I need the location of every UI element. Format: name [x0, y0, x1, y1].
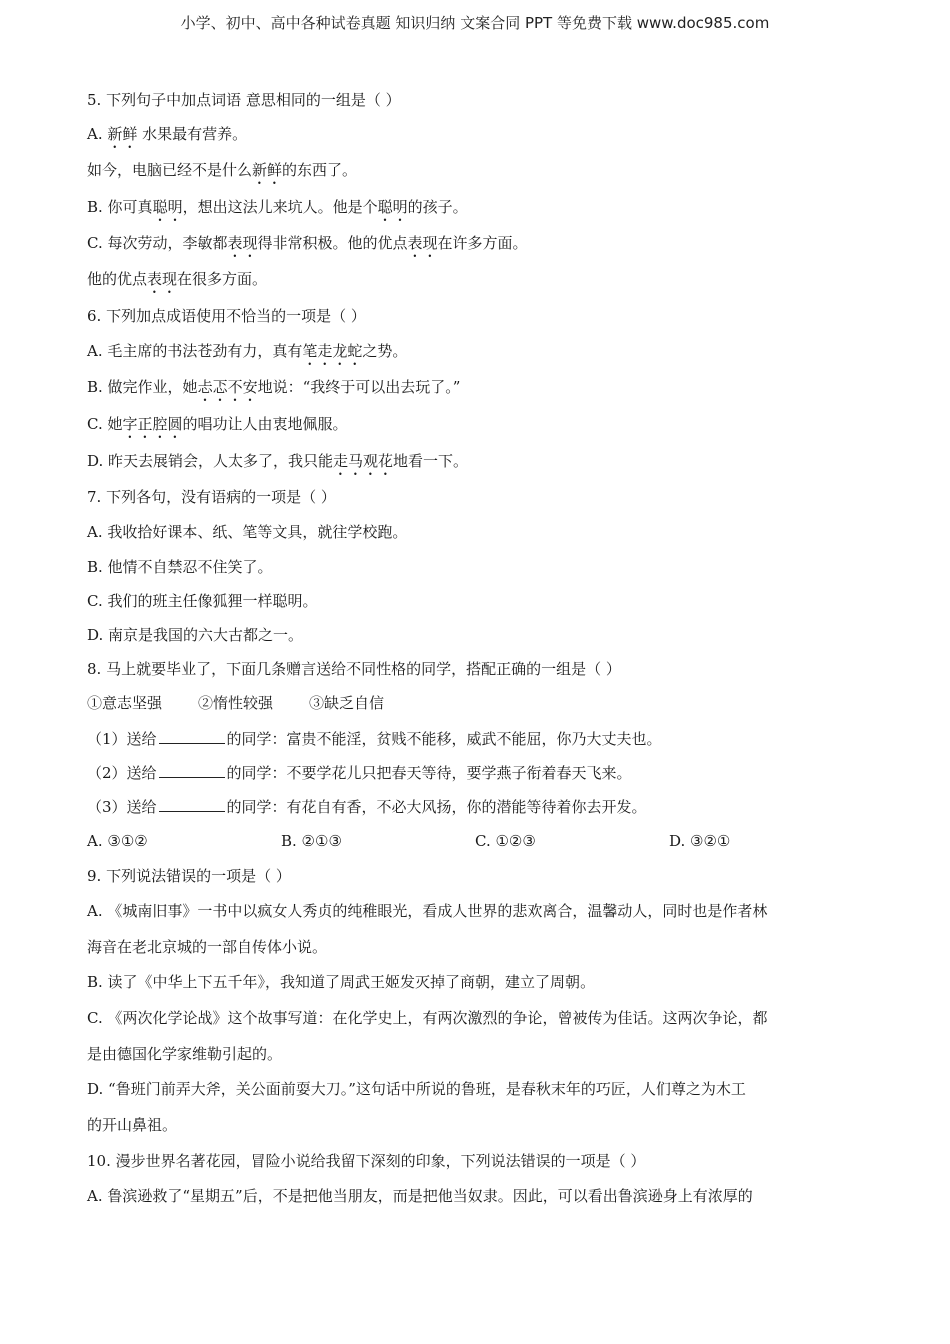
trait-2: ②惰性较强 — [198, 694, 274, 712]
q8-sentence-3: （3）送给 的同学：有花自有香，不必大风扬，你的潜能等待着你去开发。 — [87, 798, 647, 816]
q6-stem: 6. 下列加点成语使用不恰当的一项是（ ） — [87, 307, 366, 325]
emphasis-word: 表现 — [147, 270, 178, 288]
emphasis-word: 聪明 — [152, 198, 183, 216]
q7-option-b: B. 他情不自禁忍不住笑了。 — [87, 558, 273, 576]
emphasis-idiom: 笔走龙蛇 — [302, 342, 363, 360]
q5-option-c-line1: C. 每次劳动，李敏都表现得非常积极。他的优点表现在许多方面。 — [87, 234, 528, 252]
emphasis-idiom: 走马观花 — [333, 452, 394, 470]
q9-option-c-line1: C. 《两次化学论战》这个故事写道：在化学史上，有两次激烈的争论，曾被传为佳话。这两次争论，都 — [87, 1009, 768, 1027]
q9-option-d-line1: D. “鲁班门前弄大斧，关公面前耍大刀。”这句话中所说的鲁班，是春秋末年的巧匠，人们尊之为木工 — [87, 1080, 746, 1098]
q8-traits — [87, 693, 384, 713]
q8-option-b: B. ②①③ — [281, 832, 342, 850]
q9-option-d-line2: 的开山鼻祖。 — [87, 1116, 178, 1134]
answer-blank — [159, 797, 225, 812]
q7-option-d: D. 南京是我国的六大古都之一。 — [87, 626, 304, 644]
q10-stem: 10. 漫步世界名著花园，冒险小说给我留下深刻的印象，下列说法错误的一项是（ ） — [87, 1152, 646, 1170]
q7-stem: 7. 下列各句，没有语病的一项是（ ） — [87, 488, 336, 506]
q5-option-b: B. 你可真聪明，想出这法儿来坑人。他是个聪明的孩子。 — [87, 198, 468, 216]
q8-sentence-1: （1）送给 的同学：富贵不能淫，贫贱不能移，威武不能屈，你乃大丈夫也。 — [87, 730, 662, 748]
q8-stem: 8. 马上就要毕业了，下面几条赠言送给不同性格的同学，搭配正确的一组是（ ） — [87, 660, 621, 678]
q10-option-a-line1: A. 鲁滨逊救了“星期五”后，不是把他当朋友，而是把他当奴隶。因此，可以看出鲁滨逊身上有浓厚的 — [87, 1187, 753, 1205]
q5-stem: 5. 下列句子中加点词语 意思相同的一组是（ ） — [87, 91, 401, 109]
emphasis-idiom: 忐忑不安 — [197, 378, 258, 396]
trait-1: ①意志坚强 — [87, 694, 163, 712]
q5-option-a-line2: 如今，电脑已经不是什么新鲜的东西了。 — [87, 161, 358, 179]
q9-option-a-line1: A. 《城南旧事》一书中以疯女人秀贞的纯稚眼光，看成人世界的悲欢离合，温馨动人，同时也是作者林 — [87, 902, 768, 920]
emphasis-word: 新鲜 — [252, 161, 283, 179]
q5-option-c-line2: 他的优点表现在很多方面。 — [87, 270, 268, 288]
emphasis-word: 新鲜 — [107, 125, 138, 143]
answer-blank — [159, 763, 225, 778]
q9-stem: 9. 下列说法错误的一项是（ ） — [87, 867, 291, 885]
q9-option-a-line2: 海音在老北京城的一部自传体小说。 — [87, 938, 328, 956]
q6-option-b: B. 做完作业，她忐忑不安地说：“我终于可以出去玩了。” — [87, 378, 461, 396]
q8-option-c: C. ①②③ — [475, 832, 536, 850]
q9-option-c-line2: 是由德国化学家维勒引起的。 — [87, 1045, 283, 1063]
emphasis-word: 表现 — [227, 234, 258, 252]
q6-option-c: C. 她字正腔圆的唱功让人由衷地佩服。 — [87, 415, 348, 433]
q9-option-b: B. 读了《中华上下五千年》，我知道了周武王姬发灭掉了商朝，建立了周朝。 — [87, 973, 596, 991]
q8-option-d: D. ③②① — [669, 832, 731, 850]
q6-option-a: A. 毛主席的书法苍劲有力，真有笔走龙蛇之势。 — [87, 342, 408, 360]
trait-3: ③缺乏自信 — [309, 694, 385, 712]
emphasis-idiom: 字正腔圆 — [122, 415, 183, 433]
emphasis-word: 聪明 — [377, 198, 408, 216]
q7-option-a: A. 我收拾好课本、纸、笔等文具，就往学校跑。 — [87, 523, 408, 541]
q6-option-d: D. 昨天去展销会，人太多了，我只能走马观花地看一下。 — [87, 452, 469, 470]
q7-option-c: C. 我们的班主任像狐狸一样聪明。 — [87, 592, 318, 610]
page-header-banner: 小学、初中、高中各种试卷真题 知识归纳 文案合同 PPT 等免费下载 www.doc985.com — [180, 14, 770, 32]
emphasis-word: 表现 — [407, 234, 438, 252]
q8-option-a: A. ③①② — [87, 832, 148, 850]
q8-sentence-2: （2）送给 的同学：不要学花儿只把春天等待，要学燕子衔着春天飞来。 — [87, 764, 632, 782]
q5-option-a-line1: A. 新鲜 水果最有营养。 — [87, 125, 248, 143]
answer-blank — [159, 729, 225, 744]
